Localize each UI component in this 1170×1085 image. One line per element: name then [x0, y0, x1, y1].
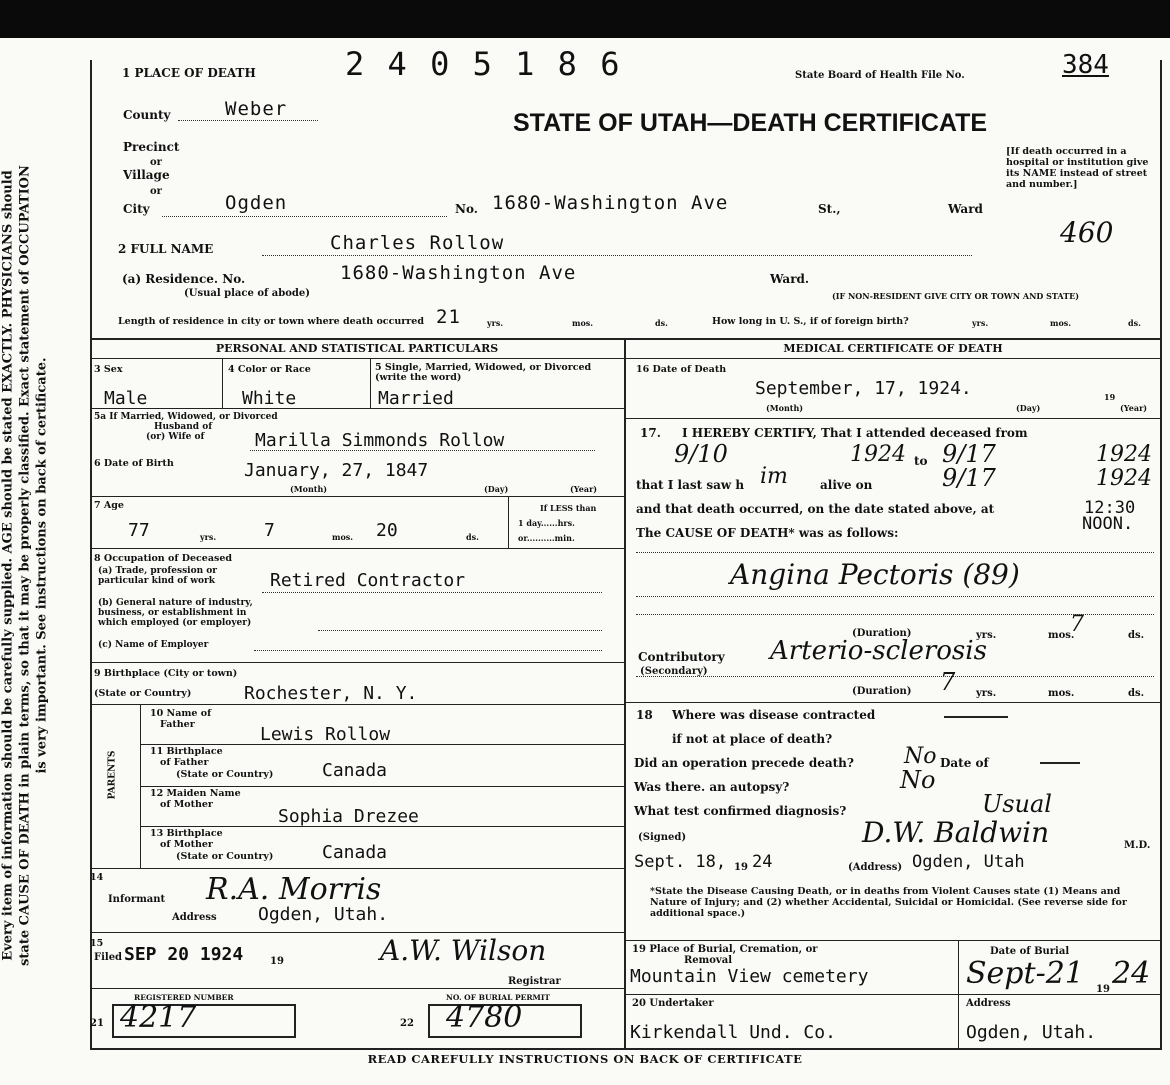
last-saw-date: 9/17	[942, 464, 996, 492]
undertaker-address-label: Address	[966, 998, 1011, 1009]
signed-label: (Signed)	[638, 832, 687, 843]
county-line	[178, 120, 318, 121]
birthplace-state-label: (State or Country)	[94, 688, 192, 699]
residence-ward-label: Ward.	[770, 272, 810, 286]
occupation-b-3: which employed (or employer)	[98, 618, 252, 628]
autopsy-value: No	[900, 766, 936, 794]
date-of-death-label: 16 Date of Death	[636, 364, 727, 375]
certify-text: I HEREBY CERTIFY, That I attended deceased from	[682, 426, 1028, 440]
registered-number-label: REGISTERED NUMBER	[134, 993, 234, 1002]
spouse-label-1: 5a If Married, Widowed, or Divorced	[94, 412, 278, 422]
spouse-label-3: (or) Wife of	[146, 432, 205, 442]
medical-header-rule	[624, 358, 1160, 359]
autopsy-label: Was there. an autopsy?	[634, 780, 790, 794]
father-birth-label-3: (State or Country)	[176, 769, 274, 780]
us-mos-label: mos.	[1050, 318, 1072, 328]
certify-no: 17.	[640, 426, 661, 440]
undertaker-label: 20 Undertaker	[632, 998, 714, 1009]
mother-label-2: of Mother	[160, 799, 213, 810]
father-label-2: Father	[160, 719, 195, 730]
precinct-label: Precinct	[123, 140, 180, 154]
rule-occupation	[90, 548, 624, 549]
file-number: 384	[1062, 50, 1109, 80]
occupation-line	[262, 592, 602, 593]
cause-label: The CAUSE OF DEATH* was as follows:	[636, 526, 899, 540]
certificate-number: 2 4 0 5 1 8 6	[345, 45, 622, 83]
dob-day-label: (Day)	[484, 484, 509, 494]
county-label: County	[123, 108, 171, 122]
city-label: City	[123, 202, 150, 216]
margin-line-3: is very important. See instructions on back of certificate.	[34, 357, 50, 774]
noon-label: NOON.	[1082, 514, 1134, 534]
length-ds-label: ds.	[655, 318, 668, 328]
burial-place-label-1: 19 Place of Burial, Cremation, or	[632, 944, 818, 955]
informant-signature: R.A. Morris	[206, 872, 382, 907]
margin-line-2: state CAUSE OF DEATH in plain terms, so that it may be properly classified. Exact statement of OCCUPATION	[17, 165, 33, 966]
operation-value: No	[904, 744, 937, 769]
birthplace-value: Rochester, N. Y.	[244, 683, 418, 704]
rule-5a	[90, 408, 624, 409]
left-border	[90, 60, 92, 1050]
ward-label: Ward	[948, 202, 983, 216]
us-yrs-label: yrs.	[972, 318, 989, 328]
father-birthplace-value: Canada	[322, 760, 388, 781]
full-name-label: 2 FULL NAME	[118, 242, 214, 256]
color-divider	[370, 358, 371, 408]
signed-date-value: Sept. 18,	[634, 852, 727, 872]
cause-line-1	[636, 552, 1154, 553]
burial-permit-index: 22	[400, 1018, 414, 1029]
age-mos-label: mos.	[332, 532, 354, 542]
cause-mos-label: mos.	[1048, 630, 1075, 641]
occupation-b-1: (b) General nature of industry,	[98, 598, 253, 608]
signed-year-value: 24	[752, 852, 773, 872]
occupation-value: Retired Contractor	[270, 570, 466, 591]
mother-birth-label-1: 13 Birthplace	[150, 828, 223, 839]
signed-19: 19	[734, 862, 748, 873]
burial-permit-value: 4780	[446, 1000, 523, 1035]
burial-date-value: Sept-21	[966, 956, 1084, 991]
street-value: 1680-Washington Ave	[492, 192, 729, 214]
color-value: White	[242, 388, 297, 409]
rule-undertaker	[624, 994, 1160, 995]
full-name-value: Charles Rollow	[330, 232, 505, 254]
filed-no: 15	[90, 938, 104, 949]
disease-no: 18	[636, 708, 653, 722]
sex-label: 3 Sex	[94, 364, 123, 375]
nonresident-note: (IF NON-RESIDENT GIVE CITY OR TOWN AND STATE)	[832, 291, 1080, 301]
age-yrs-label: yrs.	[200, 532, 217, 542]
contributory-value: Arterio-sclerosis	[770, 636, 987, 666]
last-saw-year: 1924	[1096, 466, 1152, 491]
rule-birthplace	[90, 662, 624, 663]
residence-label: (a) Residence. No.	[122, 272, 246, 286]
parents-vertical-label: PARENTS	[107, 750, 118, 800]
village-label: Village	[123, 168, 170, 182]
rule-burial	[624, 940, 1160, 941]
spouse-value: Marilla Simmonds Rollow	[255, 430, 505, 451]
sex-value: Male	[104, 388, 148, 409]
mother-birthplace-value: Canada	[322, 842, 388, 863]
personal-header-rule	[90, 358, 624, 359]
physician-address-value: Ogden, Utah	[912, 852, 1025, 872]
dob-value: January, 27, 1847	[244, 460, 429, 481]
informant-label: Informant	[108, 894, 166, 905]
margin-line-1: Every item of information should be carefully supplied. AGE should be stated EXACTLY. PHYSICIANS should	[0, 170, 16, 961]
cause-yrs-label: yrs.	[976, 630, 997, 641]
attended-from-value: 9/10	[674, 440, 728, 468]
dob-label: 6 Date of Birth	[94, 458, 174, 469]
cause-ds-label: ds.	[1128, 630, 1145, 641]
center-divider	[624, 340, 626, 1050]
sex-divider	[222, 358, 223, 408]
undertaker-address-value: Ogden, Utah.	[966, 1022, 1097, 1043]
date-of-death-value: September, 17, 1924.	[755, 378, 972, 399]
city-line	[162, 216, 447, 217]
cause-value: Angina Pectoris (89)	[730, 558, 1020, 591]
mother-value: Sophia Drezee	[278, 806, 419, 827]
physician-address-label: (Address)	[848, 862, 903, 873]
personal-header: PERSONAL AND STATISTICAL PARTICULARS	[215, 342, 499, 355]
spouse-line	[250, 450, 595, 451]
attended-to-value: 9/17	[942, 440, 996, 468]
cause-duration-label: (Duration)	[852, 628, 912, 639]
operation-label: Did an operation precede death?	[634, 756, 854, 770]
filed-label: Filed	[94, 952, 123, 963]
registrar-signature: A.W. Wilson	[380, 934, 547, 967]
where-contracted-dash	[944, 716, 1008, 718]
father-value: Lewis Rollow	[260, 724, 391, 745]
contributory-label: Contributory	[638, 650, 725, 664]
cause-duration-months: 7	[1070, 612, 1084, 637]
dob-year-label: (Year)	[570, 484, 598, 494]
contributory-ds-label: ds.	[1128, 688, 1145, 699]
burial-date-label: Date of Burial	[990, 946, 1070, 957]
right-border	[1160, 60, 1162, 1050]
age-months-value: 7	[264, 520, 275, 541]
time-value: 12:30	[1084, 498, 1136, 518]
file-no-label: State Board of Health File No.	[795, 70, 965, 81]
city-value: Ogden	[225, 192, 288, 214]
contributory-line	[636, 676, 1154, 677]
residence-value: 1680-Washington Ave	[340, 262, 577, 284]
length-years-value: 21	[436, 306, 461, 328]
cause-line-2	[636, 596, 1154, 597]
color-label: 4 Color or Race	[228, 364, 311, 375]
hospital-note: [If death occurred in a hospital or institution give its NAME instead of street and number.]	[1006, 146, 1149, 190]
alive-on-label: alive on	[820, 478, 873, 492]
rule-father-birth	[140, 744, 624, 745]
last-saw-him: im	[760, 464, 788, 489]
us-ds-label: ds.	[1128, 318, 1141, 328]
county-value: Weber	[225, 98, 288, 120]
rule-mother-birth	[140, 826, 624, 827]
full-name-line	[262, 255, 972, 256]
handwritten-number: 460	[1060, 216, 1114, 249]
occupation-b-line	[318, 630, 602, 631]
less-label-1: If LESS than	[540, 503, 597, 513]
marital-value: Married	[378, 388, 454, 409]
mother-birth-label-2: of Mother	[160, 839, 213, 850]
operation-date-label: Date of	[940, 756, 989, 770]
occupation-b-2: business, or establishment in	[98, 608, 247, 618]
burial-place-value: Mountain View cemetery	[630, 966, 869, 987]
less-label-3: or..........min.	[518, 533, 575, 543]
rule-mother	[140, 786, 624, 787]
burial-divider	[958, 940, 959, 1050]
us-length-label: How long in U. S., if of foreign birth?	[712, 316, 909, 327]
father-birth-label-2: of Father	[160, 757, 209, 768]
rule-informant	[90, 868, 624, 869]
place-of-death-label: 1 PLACE OF DEATH	[122, 66, 256, 80]
informant-address-label: Address	[172, 912, 217, 923]
death-month-label: (Month)	[766, 403, 804, 413]
medical-header: MEDICAL CERTIFICATE OF DEATH	[783, 342, 1003, 355]
physician-signature: D.W. Baldwin	[862, 816, 1050, 849]
dob-month-label: (Month)	[290, 484, 328, 494]
where-contracted-label: Where was disease contracted	[672, 708, 876, 722]
operation-date-dash	[1040, 762, 1080, 764]
not-at-place-label: if not at place of death?	[672, 732, 833, 746]
last-saw-label: that I last saw h	[636, 478, 745, 492]
age-label: 7 Age	[94, 500, 124, 511]
occupation-label: 8 Occupation of Deceased	[94, 553, 233, 564]
attended-to-year: 1924	[1096, 442, 1152, 467]
occurred-label: and that death occurred, on the date stated above, at	[636, 502, 995, 516]
rule-parents	[90, 704, 624, 705]
test-value: Usual	[982, 790, 1052, 818]
street-no-label: No.	[455, 202, 478, 216]
to-label: to	[914, 454, 928, 468]
undertaker-value: Kirkendall Und. Co.	[630, 1022, 836, 1043]
test-label: What test confirmed diagnosis?	[634, 804, 847, 818]
mother-label-1: 12 Maiden Name	[150, 788, 241, 799]
attended-from-year: 1924	[850, 442, 906, 467]
footer-note: READ CAREFULLY INSTRUCTIONS ON BACK OF CERTIFICATE	[367, 1052, 803, 1066]
length-residence-label: Length of residence in city or town where death occurred	[118, 316, 424, 327]
contributory-mos-label: mos.	[1048, 688, 1075, 699]
death-day-label: (Day)	[1016, 403, 1041, 413]
informant-no: 14	[90, 872, 104, 883]
length-yrs-label: yrs.	[487, 318, 504, 328]
occupation-c: (c) Name of Employer	[98, 640, 209, 650]
contributory-yrs-label: yrs.	[976, 688, 997, 699]
contributory-duration-label: (Duration)	[852, 686, 912, 697]
filed-date-stamp: SEP 20 1924	[124, 944, 244, 965]
father-birth-label-1: 11 Birthplace	[150, 746, 223, 757]
registered-index: 21	[90, 1018, 104, 1029]
rule-filed	[90, 932, 624, 933]
rule-certify	[624, 418, 1160, 419]
father-label-1: 10 Name of	[150, 708, 212, 719]
bottom-border	[90, 1048, 1160, 1050]
death-19: 19	[1104, 392, 1116, 402]
marital-label: 5 Single, Married, Widowed, or Divorced (write the word)	[375, 362, 592, 383]
length-mos-label: mos.	[572, 318, 594, 328]
usual-abode-label: (Usual place of abode)	[184, 288, 310, 299]
burial-19: 19	[1096, 984, 1110, 995]
informant-address-value: Ogden, Utah.	[258, 904, 389, 925]
age-years-value: 77	[128, 520, 150, 541]
filed-19: 19	[270, 956, 284, 967]
margin-instructions	[0, 51, 51, 1081]
less-label-2: 1 day......hrs.	[518, 518, 575, 528]
scan-top-edge	[0, 0, 1170, 38]
death-year-label: (Year)	[1120, 403, 1148, 413]
burial-place-label-2: Removal	[684, 955, 733, 966]
burial-permit-label: NO. OF BURIAL PERMIT	[446, 993, 550, 1002]
rule-age	[90, 496, 624, 497]
occupation-c-line	[254, 650, 602, 651]
or-label-1: or	[150, 157, 162, 168]
contributory-duration-years: 7	[940, 668, 956, 696]
mother-birth-label-3: (State or Country)	[176, 851, 274, 862]
burial-year-value: 24	[1112, 956, 1151, 991]
st-label: St.,	[818, 202, 841, 216]
age-days-value: 20	[376, 520, 398, 541]
registrar-label: Registrar	[508, 976, 561, 987]
occupation-a-1: (a) Trade, profession or	[98, 566, 217, 576]
secondary-label: (Secondary)	[640, 666, 708, 677]
age-less-divider	[508, 496, 509, 548]
md-label: M.D.	[1124, 840, 1151, 851]
rule-registered	[90, 988, 624, 989]
rule-disease	[624, 702, 1160, 703]
age-ds-label: ds.	[466, 532, 479, 542]
registered-number-value: 4217	[120, 1000, 197, 1035]
document-title: STATE OF UTAH—DEATH CERTIFICATE	[513, 109, 988, 137]
spouse-label-2: Husband of	[154, 422, 213, 432]
or-label-2: or	[150, 186, 162, 197]
occupation-a-2: particular kind of work	[98, 576, 215, 586]
birthplace-label: 9 Birthplace (City or town)	[94, 668, 238, 679]
cause-note: *State the Disease Causing Death, or in deaths from Violent Causes state (1) Means and Nature of Injury; and (2) whether Accidental, Suicidal or Homicidal. (See reverse side for additional space.)	[650, 886, 1127, 919]
